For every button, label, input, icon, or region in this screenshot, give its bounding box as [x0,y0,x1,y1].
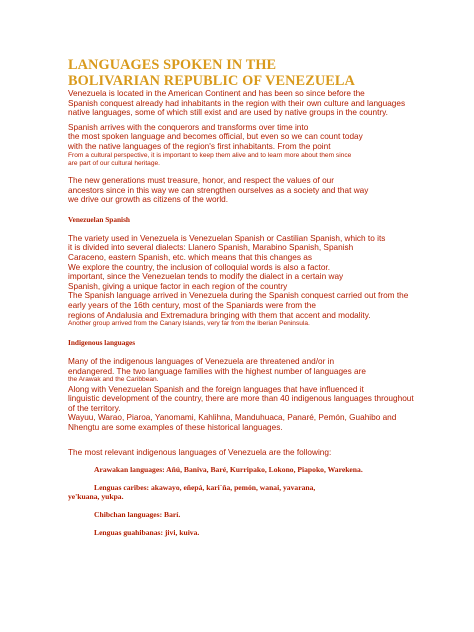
indigenous-line: the Arawak and the Caribbean. [68,376,159,384]
generations-line: we drive our growth as citizens of the world. [68,195,229,205]
spanish-intro-paragraph [68,123,420,168]
spanish-intro-line: Spanish arrives with the conquerors and transforms over time into [68,122,309,132]
list-item-text: Arawakan languages: Añú, Baniva, Baré, Kurripako, Lokono, Piapoko, Warekena. [94,465,363,475]
list-item-text: Chibchan languages: Barí. [94,510,181,520]
intro-line: Spanish conquest already had inhabitants in the region with their own culture and languages [68,98,406,108]
venezuelan-spanish-line: Caraceno, eastern Spanish, etc. which means that this changes as [68,252,312,262]
spanish-intro-line: with the native languages of the region's first inhabitants. From the point [68,141,331,151]
generations-line: ancestors since in this way we can strengthen ourselves as a society and that way [68,185,369,195]
title-line-2: BOLIVARIAN REPUBLIC OF VENEZUELA [68,73,355,89]
intro-paragraph [68,89,420,118]
list-item [68,483,420,493]
venezuelan-spanish-line: We explore the country, the inclusion of colloquial words is also a factor. [68,262,330,272]
venezuelan-spanish-line: important, since the Venezuelan tends to modify the dialect in a certain way [68,272,344,282]
venezuelan-spanish-line: The variety used in Venezuela is Venezuelan Spanish or Castilian Spanish, which to its [68,233,386,243]
indigenous-heading: Indigenous languages [68,338,136,348]
venezuelan-spanish-line: regions of Andalusia and Extremadura bringing with them that accent and modality. [68,310,371,320]
list-item-continuation [68,492,420,502]
indigenous-paragraph [68,357,420,432]
generations-paragraph [68,176,420,205]
list-item-text: ye'kuana, yukpa. [68,492,124,502]
venezuelan-spanish-paragraph [68,234,420,329]
list-item [68,465,420,475]
intro-line: native languages, some of which still exist and are used by native groups in the country. [68,108,388,118]
indigenous-line: Wayuu, Warao, Piaroa, Yanomami, Kahlihna, Manduhuaca, Panaré, Pemón, Guahibo and [68,413,397,423]
indigenous-line: Nhengtu are some examples of these historical languages. [68,423,283,433]
generations-line: The new generations must treasure, honor, and respect the values of our [68,175,334,185]
venezuelan-spanish-line: The Spanish language arrived in Venezuela during the Spanish conquest carried out from the [68,291,409,301]
document-content [68,57,420,537]
list-item [68,528,420,538]
indigenous-line: Many of the indigenous languages of Venezuela are threatened and/or in [68,357,335,367]
spanish-intro-line: are part of our cultural heritage. [68,159,160,167]
indigenous-line: of the territory. [68,403,121,413]
venezuelan-spanish-line: early years of the 16th century, most of the Spaniards were from the [68,300,316,310]
list-item-text: Lenguas guahibanas: jivi, kuiva. [94,527,200,537]
list-item-text: Lenguas caribes: akawayo, eñepá, kari´ña, pemón, wanai, yavarana, [94,482,316,492]
indigenous-line: linguistic development of the country, there are more than 40 indigenous languages throughout [68,394,414,404]
indigenous-line: Along with Venezuelan Spanish and the foreign languages that have influenced it [68,384,364,394]
venezuelan-spanish-heading: Venezuelan Spanish [68,214,130,224]
venezuelan-spanish-line: it is divided into several dialects: Llanero Spanish, Marabino Spanish, Spanish [68,243,354,253]
title-line-1: LANGUAGES SPOKEN IN THE [68,57,277,73]
list-item [68,510,420,520]
spanish-intro-line: From a cultural perspective, it is important to keep them alive and to learn more about them since [68,151,352,159]
indigenous-line: endangered. The two language families with the highest number of languages are [68,366,366,376]
spanish-intro-line: the most spoken language and becomes official, but even so we can count today [68,132,363,142]
venezuelan-spanish-line: Another group arrived from the Canary Islands, very far from the Iberian Peninsula. [68,320,310,328]
relevant-languages-list [68,465,420,537]
venezuelan-spanish-line: Spanish, giving a unique factor in each region of the country [68,281,288,291]
document-title [68,57,420,89]
intro-line: Venezuela is located in the American Continent and has been so since before the [68,89,365,98]
relevant-languages-intro: The most relevant indigenous languages of Venezuela are the following: [68,447,332,457]
